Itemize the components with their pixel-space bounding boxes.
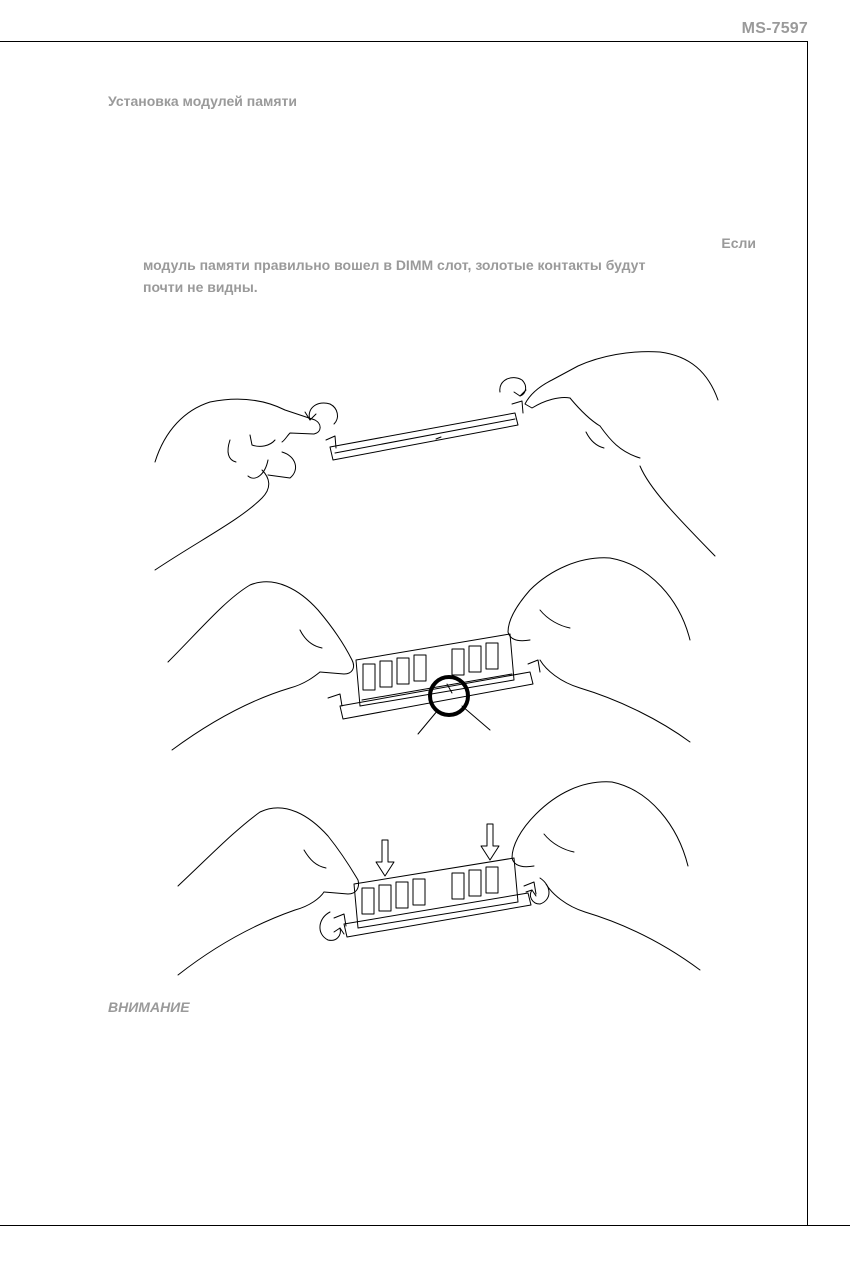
step-text-line-2: модуль памяти правильно вошел в DIMM слот, золотые контакты будут bbox=[143, 257, 646, 273]
section-title: Установка модулей памяти bbox=[108, 93, 297, 109]
hand-left-icon bbox=[178, 808, 359, 975]
dimm-slot-icon bbox=[334, 882, 536, 937]
push-down-arrow-left-icon bbox=[376, 840, 394, 876]
model-number: MS-7597 bbox=[741, 20, 808, 37]
step-text-line-1: Если bbox=[721, 235, 756, 251]
clip-close-arrow-left-icon bbox=[320, 912, 344, 940]
notice-heading: ВНИМАНИЕ bbox=[108, 999, 190, 1015]
hand-right-icon bbox=[512, 782, 700, 970]
step-text-line-3: почти не видны. bbox=[143, 279, 258, 295]
memory-module-icon bbox=[354, 858, 518, 928]
push-down-arrow-right-icon bbox=[481, 824, 499, 860]
